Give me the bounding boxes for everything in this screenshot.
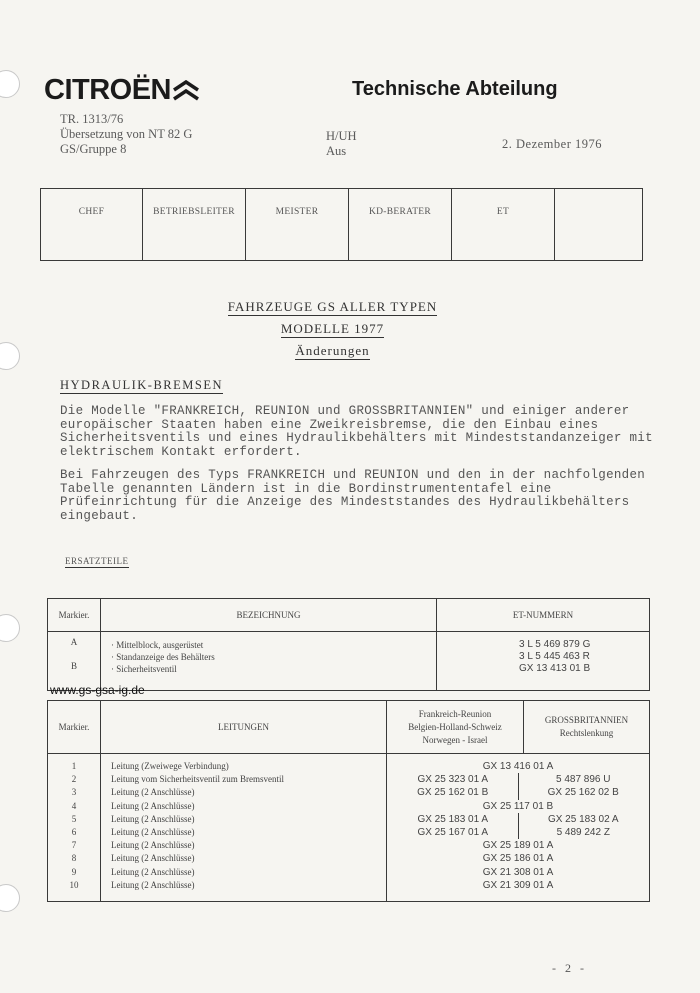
parts-header-number: ET-NUMMERN [437, 599, 650, 632]
line-name: Leitung (2 Anschlüsse) [111, 840, 195, 851]
distribution-table [40, 188, 643, 261]
parts-names-cell [101, 632, 437, 691]
lines-marks-cell [48, 754, 101, 902]
line-name: Leitung (2 Anschlüsse) [111, 853, 195, 864]
line-numbers-row [388, 813, 648, 826]
code-line-2: Aus [326, 144, 347, 158]
line-name: Leitung (2 Anschlüsse) [111, 787, 195, 798]
group-ref: GS/Gruppe 8 [60, 142, 127, 156]
line-numbers-row [388, 866, 648, 879]
line-numbers-row [388, 879, 648, 892]
line-number-shared: GX 13 416 01 A [482, 761, 554, 772]
line-numbers-row [388, 773, 648, 786]
paragraph-1: Die Modelle "FRANKREICH, REUNION und GROSSBRITANNIEN" und einiger anderer europäischer Staaten haben eine Zweikreisbremse, die den Einbau eines Sicherheitsventils und eines Hydraulikbehälters mit Mindeststandanzeiger mit elektrischem Kontakt erfordert. [60, 404, 653, 459]
parts-number-2: 3 L 5 445 463 R [519, 651, 590, 662]
punch-hole-top [0, 70, 20, 98]
department-title: Technische Abteilung [352, 78, 558, 100]
line-number-shared: GX 25 117 01 B [482, 800, 554, 812]
lines-header-name: LEITUNGEN [101, 701, 387, 754]
parts-number-3: GX 13 413 01 B [519, 663, 591, 674]
lines-header-col-a: Frankreich-Reunion Belgien-Holland-Schweiz Norwegen - Israel [387, 701, 524, 754]
punch-hole-bottom [0, 884, 20, 912]
line-name: Leitung (2 Anschlüsse) [111, 879, 195, 890]
website-link[interactable]: www.gs-gsa-ig.de [50, 683, 145, 697]
parts-name-1: · Mittelblock, ausgerüstet [111, 640, 204, 650]
line-number-continental: GX 25 167 01 A [388, 826, 519, 839]
lines-table [47, 700, 650, 902]
parts-table [47, 598, 650, 691]
lines-header-col-b: GROSSBRITANNIEN Rechtslenkung [524, 701, 650, 754]
line-numbers-row [388, 786, 648, 799]
parts-mark-b: B [70, 661, 77, 671]
line-number-shared: GX 21 308 01 A [482, 866, 554, 878]
line-name: Leitung (2 Anschlüsse) [111, 813, 195, 824]
line-mark: 6 [71, 827, 77, 838]
parts-name-2: · Standanzeige des Behälters [111, 652, 215, 662]
page-number: - 2 - [552, 961, 587, 975]
role-cell-betriebsleiter: BETRIEBSLEITER [143, 189, 246, 261]
line-name: Leitung vom Sicherheitsventil zum Bremsventil [111, 774, 284, 785]
line-mark: 9 [71, 866, 77, 877]
code-line-1: H/UH [326, 129, 357, 143]
line-number-shared: GX 21 309 01 A [482, 879, 554, 891]
line-numbers-row [388, 826, 648, 839]
lines-header-mark: Markier. [48, 701, 101, 754]
line-number-continental: GX 25 323 01 A [388, 773, 519, 786]
section-heading: HYDRAULIK-BREMSEN [60, 378, 223, 392]
line-number-continental: GX 25 162 01 B [388, 786, 519, 799]
parts-header-name: BEZEICHNUNG [101, 599, 437, 632]
line-number-uk: 5 489 242 Z [556, 827, 610, 839]
title-line-3: Änderungen [295, 343, 370, 358]
role-cell-blank [555, 189, 643, 261]
line-number-shared: GX 25 189 01 A [482, 840, 554, 852]
parts-mark-a: A [70, 637, 78, 647]
body-text [60, 405, 675, 533]
line-mark: 4 [71, 800, 77, 811]
brand-name: CITROËN [44, 74, 171, 106]
line-mark: 8 [71, 853, 77, 864]
title-line-2: MODELLE 1977 [280, 321, 385, 336]
line-numbers-row [388, 852, 648, 865]
role-cell-meister: MEISTER [246, 189, 349, 261]
punch-hole-middle [0, 342, 20, 370]
line-mark: 1 [71, 761, 77, 771]
parts-marks-cell [48, 632, 101, 691]
title-line-1: FAHRZEUGE GS ALLER TYPEN [227, 299, 438, 314]
line-mark: 2 [71, 774, 77, 785]
line-number-continental: GX 25 183 01 A [388, 813, 519, 826]
line-name: Leitung (Zweiwege Verbindung) [111, 761, 229, 771]
parts-header-mark: Markier. [48, 599, 101, 632]
lines-names-cell [101, 754, 387, 902]
role-cell-kd-berater: KD-BERATER [349, 189, 452, 261]
line-name: Leitung (2 Anschlüsse) [111, 800, 195, 811]
double-chevron-icon [173, 80, 199, 102]
lines-numbers-cell [387, 754, 650, 902]
line-numbers-row [388, 800, 648, 813]
line-number-shared: GX 25 186 01 A [482, 853, 554, 865]
parts-numbers-cell [437, 632, 650, 691]
punch-hole-lower [0, 614, 20, 642]
translation-ref: Übersetzung von NT 82 G [60, 127, 193, 141]
line-mark: 7 [71, 840, 77, 851]
line-mark: 5 [71, 813, 77, 824]
line-numbers-row [388, 760, 648, 773]
role-cell-chef: CHEF [41, 189, 143, 261]
parts-name-3: · Sicherheitsventil [111, 664, 177, 674]
line-numbers-row [388, 839, 648, 852]
reference-block [60, 112, 192, 157]
ref-number: TR. 1313/76 [60, 112, 124, 126]
paragraph-2: Bei Fahrzeugen des Typs FRANKREICH und REUNION und den in der nachfolgenden Tabelle genannten Ländern ist in die Bordinstrumententafel eine Prüfeinrichtung für die Anzeige des Mindeststandes des Hydraulikbehälters eingebaut. [60, 468, 646, 523]
role-cell-et: ET [452, 189, 555, 261]
line-number-uk: 5 487 896 U [556, 774, 611, 786]
line-number-uk: GX 25 183 02 A [547, 813, 619, 825]
line-name: Leitung (2 Anschlüsse) [111, 866, 195, 877]
spare-parts-label: ERSATZTEILE [65, 556, 129, 566]
parts-number-1: 3 L 5 469 879 G [519, 639, 591, 650]
line-mark: 3 [71, 787, 77, 798]
document-date: 2. Dezember 1976 [502, 137, 602, 151]
line-number-uk: GX 25 162 02 B [547, 787, 619, 799]
line-name: Leitung (2 Anschlüsse) [111, 827, 195, 838]
line-mark: 10 [69, 879, 79, 890]
code-block [326, 129, 357, 159]
citroen-logo [44, 74, 199, 107]
